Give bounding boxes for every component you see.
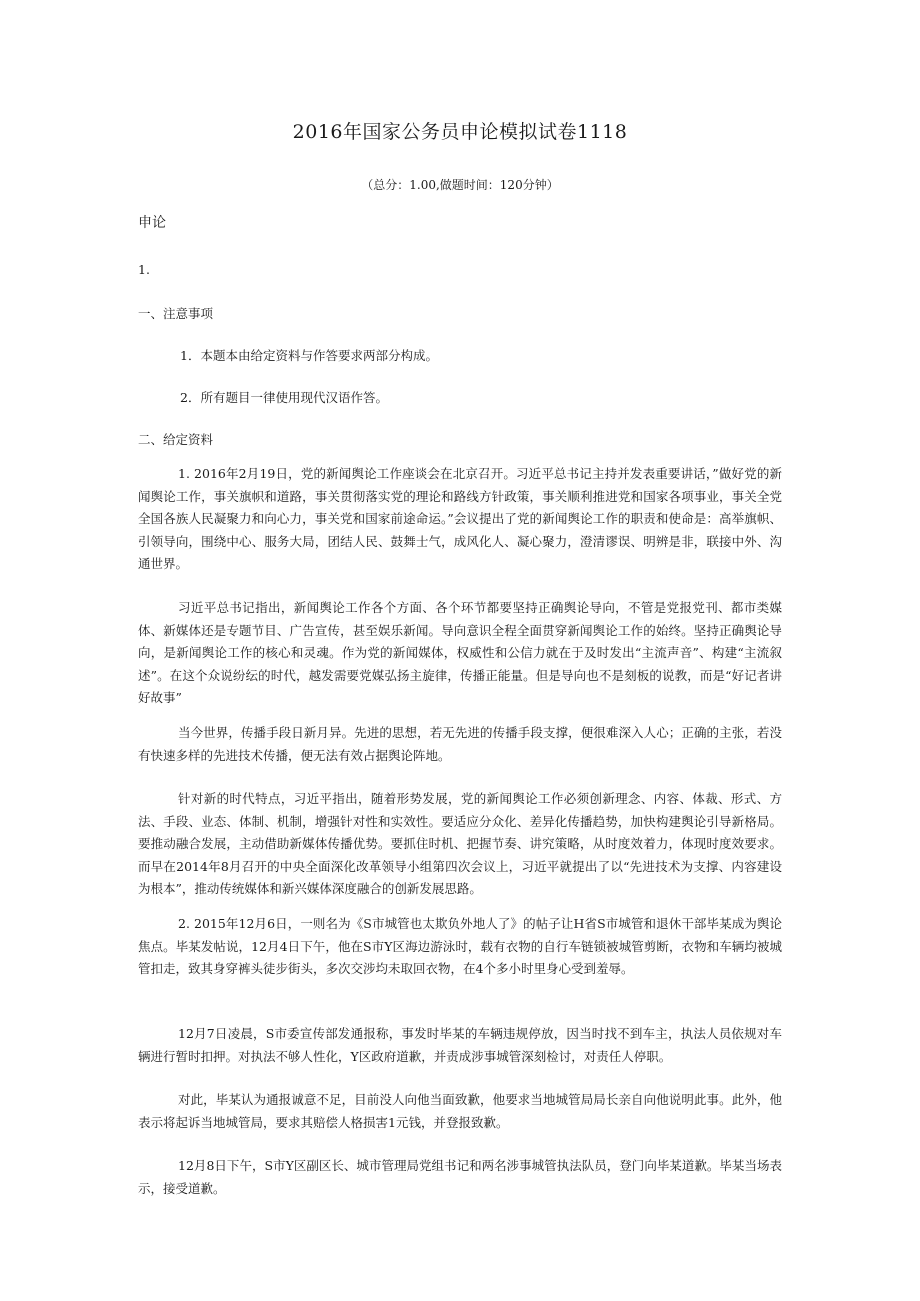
material-paragraph: 对此，毕某认为通报诚意不足，目前没人向他当面致歉，他要求当地城管局局长亲自向他说明此事。此外，他表示将起诉当地城管局，要求其赔偿人格损害1元钱，并登报致歉。 <box>138 1092 782 1130</box>
materials-heading: 二、给定资料 <box>138 432 214 447</box>
exam-meta: （总分：1.00,做题时间：120分钟） <box>361 178 559 192</box>
section-title: 申论 <box>138 215 166 231</box>
material-paragraph: 习近平总书记指出，新闻舆论工作各个方面、各个环节都要坚持正确舆论导向，不管是党报党刊、都市类媒体、新媒体还是专题节目、广告宣传，甚至娱乐新闻。导向意识全程全面贯穿新闻舆论工作的始终。坚持正确舆论导向，是新闻舆论工作的核心和灵魂。作为党的新闻媒体，权威性和公信力就在于及时发出“主流声音”、构建“主流叙述”。在这个众说纷纭的时代，越发需要党媒弘扬主旋律，传播正能量。但是导向也不是刻板的说教，而是“好记者讲好故事” <box>138 600 782 705</box>
document-title: 2016年国家公务员申论模拟试卷1118 <box>292 121 628 143</box>
notice-item: 2．所有题目一律使用现代汉语作答。 <box>180 390 388 405</box>
material-paragraph: 当今世界，传播手段日新月异。先进的思想，若无先进的传播手段支撑，便很难深入人心；正确的主张，若没有快速多样的先进技术传播，便无法有效占据舆论阵地。 <box>138 725 782 763</box>
material-paragraph: 12月8日下午，S市Y区副区长、城市管理局党组书记和两名涉事城管执法队员，登门向毕某道歉。毕某当场表示，接受道歉。 <box>138 1158 782 1196</box>
material-paragraph: 针对新的时代特点，习近平指出，随着形势发展，党的新闻舆论工作必须创新理念、内容、体裁、形式、方法、手段、业态、体制、机制，增强针对性和实效性。要适应分众化、差异化传播趋势，加快构建舆论引导新格局。要推动融合发展，主动借助新媒体传播优势。要抓住时机、把握节奏、讲究策略，从时度效着力，体现时度效要求。而早在2014年8月召开的中央全面深化改革领导小组第四次会议上，习近平就提出了以“先进技术为支撑、内容建设为根本”，推动传统媒体和新兴媒体深度融合的创新发展思路。 <box>138 791 782 896</box>
material-paragraph: 2. 2015年12月6日，一则名为《S市城管也太欺负外地人了》的帖子让H省S市城管和退休干部毕某成为舆论焦点。毕某发帖说，12月4日下午，他在S市Y区海边游泳时，载有衣物的自行车链锁被城管剪断，衣物和车辆均被城管扣走，致其身穿裤头徒步街头，多次交涉均未取回衣物，在4个多小时里身心受到羞辱。 <box>138 916 782 976</box>
material-paragraph: 1. 2016年2月19日，党的新闻舆论工作座谈会在北京召开。习近平总书记主持并发表重要讲话，”做好党的新闻舆论工作，事关旗帜和道路，事关贯彻落实党的理论和路线方针政策，事关顺利推进党和国家各项事业，事关全党全国各族人民凝聚力和向心力，事关党和国家前途命运。”会议提出了党的新闻舆论工作的职责和使命是：高举旗帜、引领导向，围绕中心、服务大局，团结人民、鼓舞士气，成风化人、凝心聚力，澄清谬误、明辨是非，联接中外、沟通世界。 <box>138 466 782 571</box>
question-number: 1. <box>138 262 150 277</box>
material-paragraph: 12月7日凌晨，S市委宣传部发通报称，事发时毕某的车辆违规停放，因当时找不到车主，执法人员依规对车辆进行暂时扣押。对执法不够人性化，Y区政府道歉，并责成涉事城管深刻检讨，对责任人停职。 <box>138 1026 782 1064</box>
notice-heading: 一、注意事项 <box>138 306 214 321</box>
notice-item: 1．本题本由给定资料与作答要求两部分构成。 <box>180 348 438 363</box>
